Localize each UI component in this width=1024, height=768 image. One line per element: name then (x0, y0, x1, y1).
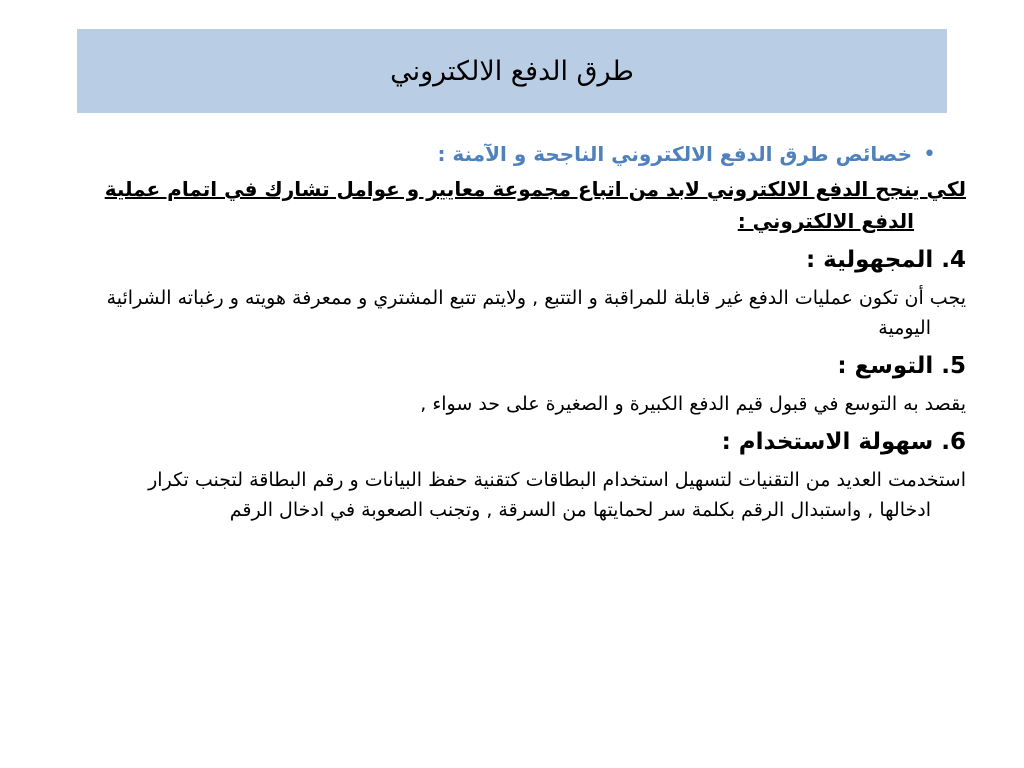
slide-title: طرق الدفع الالكتروني (390, 55, 634, 87)
section-heading-anonymity: 4. المجهولية : (805, 247, 966, 273)
bullet-dot-icon: • (923, 142, 936, 167)
section-body-scalability: يقصد به التوسع في قبول قيم الدفع الكبيرة و الصغيرة على حد سواء , (420, 393, 966, 415)
title-bar (77, 29, 947, 113)
slide-content (100, 142, 966, 529)
intro-text: لكي ينجح الدفع الالكتروني لابد من اتباع مجموعة معايير و عوامل تشارك في اتمام عملية الدفع الالكتروني : (104, 177, 966, 233)
section-heading-scalability: 5. التوسع : (837, 353, 966, 379)
bullet-item (100, 142, 936, 167)
section-heading-ease-of-use: 6. سهولة الاستخدام : (721, 429, 966, 455)
bullet-text: خصائص طرق الدفع الالكتروني الناجحة و الآمنة : (437, 142, 912, 166)
section-body-anonymity: يجب أن تكون عمليات الدفع غير قابلة للمراقبة و التتبع , ولايتم تتبع المشتري و ممعرفة هويته و رغباته الشرائية اليومية (106, 287, 966, 339)
section-body-ease-of-use: استخدمت العديد من التقنيات لتسهيل استخدام البطاقات كتقنية حفظ البيانات و رقم البطاقة لتجنب تكرار ادخالها , واستبدال الرقم بكلمة سر لحمايتها من السرقة , وتجنب الصعوبة في ادخال الرقم (148, 469, 966, 521)
